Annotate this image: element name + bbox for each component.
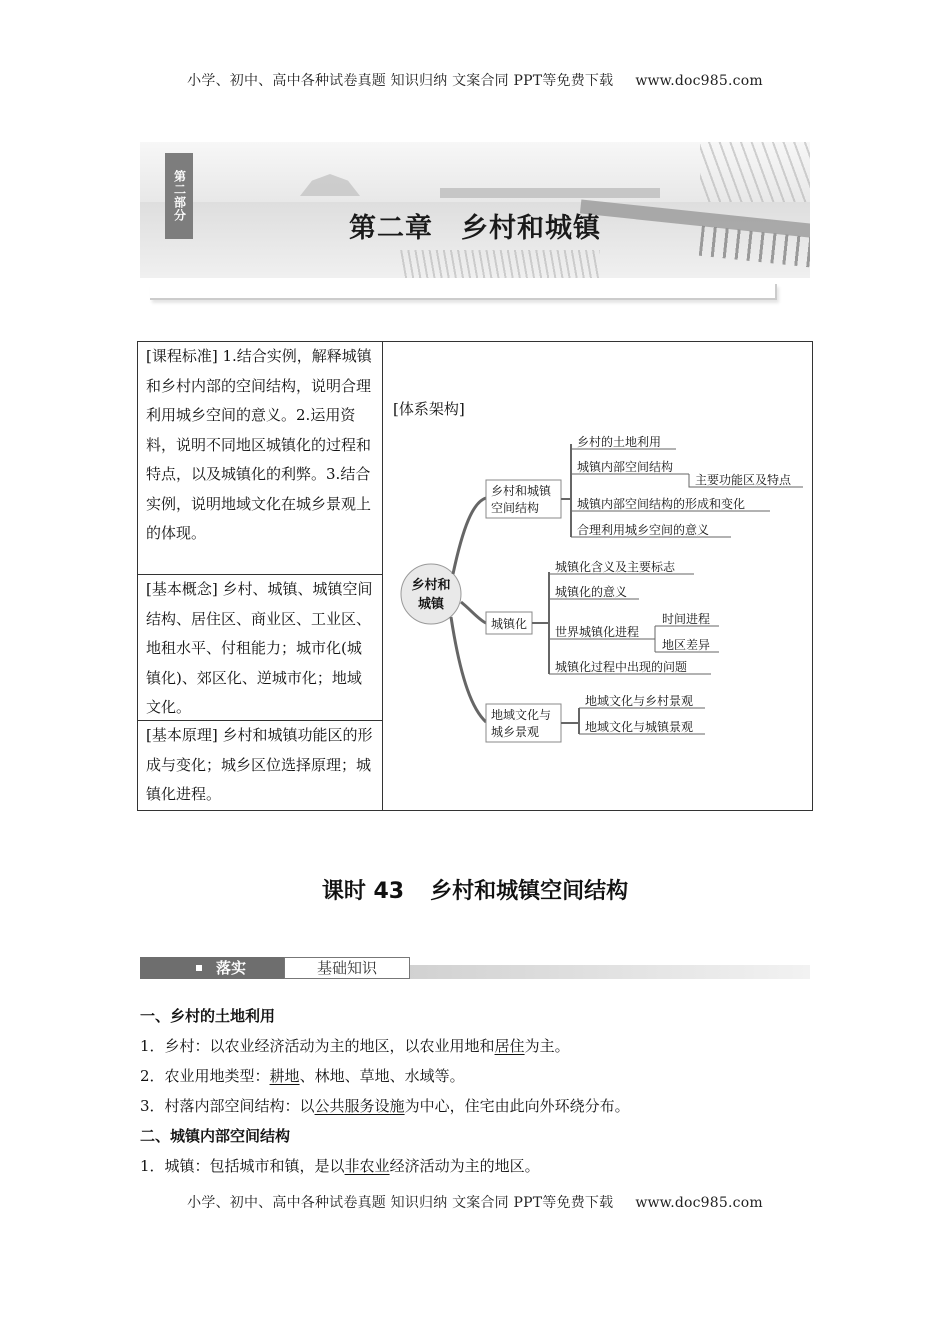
banner-frame (150, 284, 777, 300)
lesson-title (0, 874, 950, 905)
basic-concepts-cell (138, 575, 382, 721)
line3-text: 3．村落内部空间结构：以 (140, 1097, 315, 1115)
basic-principles-tag: [基本原理] (146, 726, 218, 744)
connector-root-branch2 (461, 602, 486, 623)
section-bar-dark-label: 落实 (216, 959, 247, 977)
course-standards-cell (138, 342, 382, 575)
branch3-item-2: 地域文化与城镇景观 (585, 720, 694, 734)
line2-text: 2．农业用地类型： (140, 1067, 270, 1085)
connector-root-branch3 (451, 617, 486, 722)
basic-principles-cell (138, 721, 382, 812)
chapter-outline-table (137, 341, 813, 811)
part-label-tab: 第二部分 (165, 153, 193, 239)
square-bullet-icon (196, 965, 202, 971)
footer-url: www.doc985.com (635, 1195, 763, 1211)
content-line-3 (140, 1096, 630, 1116)
outline-left-column (138, 342, 383, 810)
branch1-subitem: 主要功能区及特点 (695, 473, 792, 487)
line4-text: 1．城镇：包括城市和镇，是以 (140, 1157, 345, 1175)
top-header (0, 70, 950, 90)
line1-underlined: 居住 (494, 1037, 525, 1055)
bottom-header (0, 1192, 950, 1212)
line2-underlined: 耕地 (269, 1067, 300, 1085)
connector-root-branch1 (453, 498, 486, 574)
line4-underlined: 非农业 (344, 1157, 390, 1175)
basic-principles-text: 乡村和城镇功能区的形成与变化；城乡区位选择原理；城镇化进程。 (146, 726, 373, 803)
chapter-title (140, 206, 810, 245)
line1-text: 1．乡村：以农业经济活动为主的地区，以农业用地和 (140, 1037, 495, 1055)
line2-text-end: 、林地、草地、水域等。 (299, 1067, 465, 1085)
framework-label: [体系架构] (393, 400, 465, 418)
branch2-item-1: 城镇化含义及主要标志 (555, 560, 676, 574)
content-line-1 (140, 1036, 570, 1056)
lesson-number: 课时 43 (321, 879, 405, 904)
framework-cell (383, 342, 812, 810)
content-line-2 (140, 1066, 465, 1086)
root-label-line1: 乡村和 (411, 578, 451, 593)
section-bar-light: 基础知识 (284, 957, 410, 979)
chapter-number: 第二章 (349, 213, 433, 244)
lesson-name: 乡村和城镇空间结构 (430, 879, 629, 904)
section-bar (140, 957, 810, 979)
basic-concepts-text: 乡村、城镇、城镇空间结构、居住区、商业区、工业区、地租水平、付租能力；城市化(城镇化)、郊区化、逆城市化；地域文化。 (146, 580, 373, 716)
section-bar-dark (140, 957, 284, 979)
course-standards-text: 1.结合实例，解释城镇和乡村内部的空间结构，说明合理利用城乡空间的意义。2.运用资料，说明不同地区城镇化的过程和特点，以及城镇化的利弊。3.结合实例，说明地域文化在城乡景观上的体现。 (146, 347, 372, 542)
heading-1: 一、乡村的土地利用 (140, 1007, 276, 1025)
branch1-item-3: 城镇内部空间结构的形成和变化 (577, 497, 746, 511)
root-label-line2: 城镇 (417, 597, 445, 612)
framework-mind-map (383, 342, 812, 810)
course-standards-tag: [课程标准] (146, 347, 218, 365)
branch2-item-4: 城镇化过程中出现的问题 (555, 660, 688, 674)
branch2-subitem-2: 地区差异 (662, 638, 711, 652)
branch3-label-line2: 城乡景观 (491, 725, 540, 739)
basic-concepts-tag: [基本概念] (146, 580, 218, 598)
branch2-label: 城镇化 (491, 617, 528, 631)
branch1-label-line2: 空间结构 (491, 501, 540, 515)
line1-text-end: 为主。 (524, 1037, 570, 1055)
header-url: www.doc985.com (635, 73, 763, 89)
line3-text-end: 为中心，住宅由此向外环绕分布。 (404, 1097, 630, 1115)
heading-2: 二、城镇内部空间结构 (140, 1127, 291, 1145)
branch1-item-4: 合理利用城乡空间的意义 (577, 523, 710, 537)
branch2-subitem-1: 时间进程 (662, 612, 711, 626)
line4-text-end: 经济活动为主的地区。 (389, 1157, 540, 1175)
header-left-text: 小学、初中、高中各种试卷真题 知识归纳 文案合同 PPT等免费下载 (187, 73, 614, 89)
footer-left-text: 小学、初中、高中各种试卷真题 知识归纳 文案合同 PPT等免费下载 (187, 1195, 614, 1211)
branch1-item-1: 乡村的土地利用 (577, 435, 662, 449)
chapter-name: 乡村和城镇 (461, 213, 601, 244)
branch3-label-line1: 地域文化与 (491, 708, 552, 722)
branch2-item-2: 城镇化的意义 (555, 585, 628, 599)
content-line-4 (140, 1156, 540, 1176)
branch3-item-1: 地域文化与乡村景观 (585, 694, 694, 708)
branch2-item-3: 世界城镇化进程 (555, 625, 640, 639)
line3-underlined: 公共服务设施 (314, 1097, 405, 1115)
branch1-item-2: 城镇内部空间结构 (577, 460, 674, 474)
branch1-label-line1: 乡村和城镇 (491, 484, 552, 498)
